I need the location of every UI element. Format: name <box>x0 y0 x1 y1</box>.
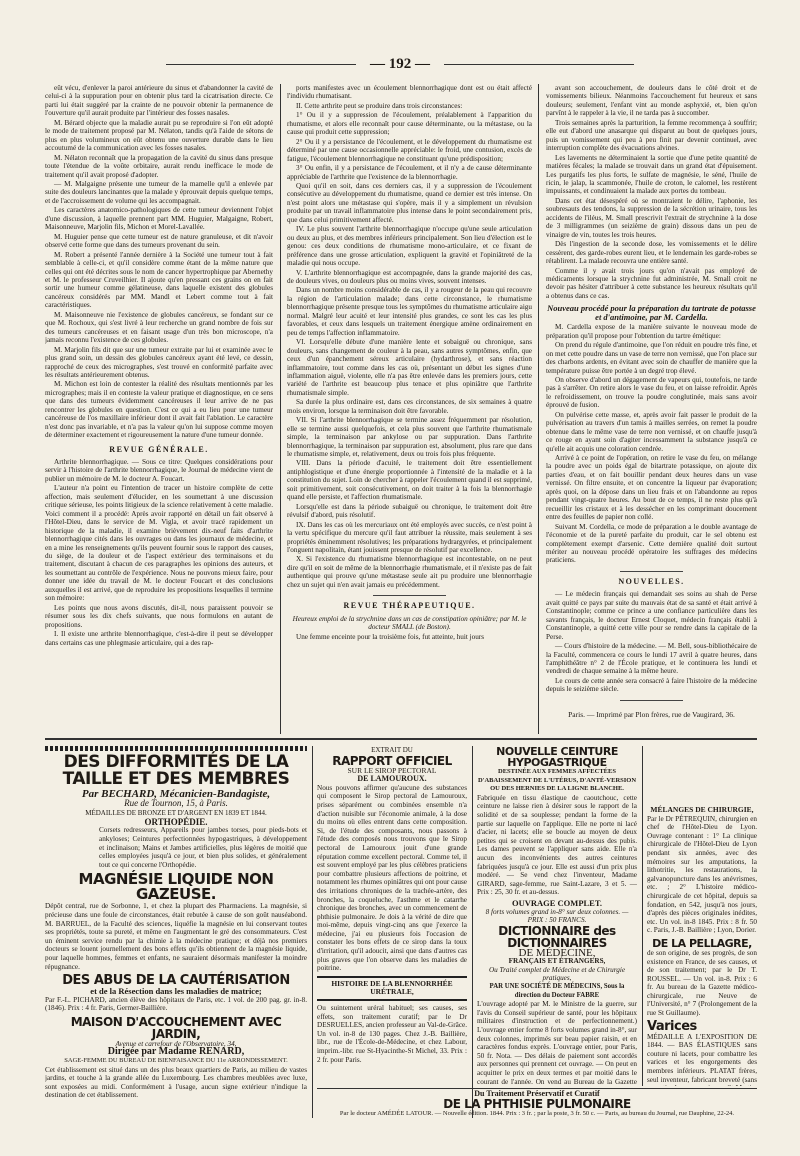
ad-magnesie-title: MAGNÉSIE LIQUIDE NON GAZEUSE. <box>78 870 274 904</box>
col3-procedure <box>546 323 757 565</box>
paragraph: avant son accouchement, de douleurs dans le côté droit et de vomissements bilieux. Néanmoins l'accouchement fut heureux et sans douleurs; seulement, l'enfant vint au monde asphyxié, et, bien qu'on parvînt à le rappeler à la vie, il ne tarda pas à succomber. <box>546 84 757 118</box>
ad-column-1 <box>45 746 307 1118</box>
ad-maison-role: SAGE-FEMME DU BUREAU DE BIENFAISANCE DU 11e ARRONDISSEMENT. <box>64 1057 288 1065</box>
ad-bechard-name: Par BECHARD, Mécanicien-Bandagiste, <box>81 788 271 800</box>
ad-maison-director: Dirigée par Madame RENARD, <box>107 1046 245 1058</box>
ad-dict-francais: FRANÇAIS ET ÉTRANGERS, <box>508 957 606 966</box>
paragraph: 3° Ou enfin, il y a persistance de l'écoulement, et il n'y a de cause déterminante appréciable de l'arthrite que l'existence de la blennorrhagie. <box>287 164 532 181</box>
section-title-revue-therapeutique: REVUE THÉRAPEUTIQUE. <box>343 601 476 611</box>
paragraph: Les lavements ne déterminaient la sortie que d'une petite quantité de matières fécales; la malade se trouvait dans un grand état d'épuisement. Les purgatifs les plus forts, le sulfate de magnésie, le séné, l'huile de ricin, le jalap, la scammonée, l'huile de croton, le calomel, les restèrent impuissants, et condinuaient la malade aux portes du tombeau. <box>546 153 757 196</box>
paragraph: Dans un nombre moins considérable de cas, il y a rougeur de la peau qui recouvre la région de l'articulation malade; dans cette circonstance, le rhumatisme blennorrhagique présente presque tous les symptômes du rhumatisme articulaire aigu normal. Malgré leur acuité et leur intensité plus grandes, ce sont les cas les plus favorables, et ceux dans lesquels un traitement énergique amène ordinairement en peu de temps l'affection inflammatoire. <box>287 286 532 337</box>
paragraph: II. Cette arthrite peut se produire dans trois circonstances: <box>296 101 463 110</box>
paragraph: IX. Dans les cas où les mercuriaux ont été employés avec succès, ce n'est point à la vertu spécifique du mercure qu'il faut attribuer la réussite, mais seulement à ses propriétés éminemment résolutives; les préparations hydrargyrées, et principalement l'onguent napolitain, étant jouissent presque de résolutif par excellence. <box>287 520 532 555</box>
paragraph: V. L'arthrite blennorrhagique est accompagnée, dans la grande majorité des cas, de douleurs vives, ou douleurs plus ou moins vives, souvent intenses. <box>287 268 532 285</box>
paragraph: IV. Le plus souvent l'arthrite blennorrhagique n'occupe qu'une seule articulation ou deux au plus, et des membres inférieurs principalement. Son lieu d'élection est le genou: ces deux conditions de rhumatisme mono-articulaire, et ce fixant de préférence dans une grosse articulation, expliquent la gravité et l'opiniâtreté de la maladie qui nous occupe. <box>287 225 532 268</box>
ad-magnesie-text: Dépôt central, rue de Sorbonne, 1, et chez la plupart des Pharmaciens. La magnésie, si précieuse dans une foule de circonstances, était rebutée à cause de son goût nauséabond. M. BARRUEL, de la Faculté des sciences, liquéfie la magnésie en lui conservant toutes ses propriétés, toute sa pureté, et même en l'augmentant le gré des consommateurs. C'est un éminent service rendu par la chimie à la médecine pratique; et déjà nos premiers docteurs se louent journellement des bons effets qu'ils obtiennent de la magnésie liquide, pour laquelle hommes, femmes et enfants, ne sauraient désormais manifester la moindre répugnance. <box>45 902 307 971</box>
ad-dict-medecine: DE MÉDECINE, <box>518 946 596 959</box>
ad-column-3 <box>477 746 637 1086</box>
paragraph: Quoi qu'il en soit, dans ces derniers cas, il y a suppression de l'écoulement consécutive au développement du rhumatisme, quand ce dernier est très intense. On n'est point alors une métastase qui s'opère, mais il y a simplement un révulsion produite par un travail inflammatoire plus intense dans le point secondairement pris, que dans celui primitivement affecté. <box>287 181 532 224</box>
ad-sirop: SUR LE SIROP PECTORAL <box>347 765 437 775</box>
paragraph: Les points que nous avons discutés, dit-il, nous paraissent pouvoir se résumer sous les dix chefs suivants, que nous formulons en autant de propositions. <box>45 603 273 629</box>
paragraph: ports manifestes avec un écoulement blennorrhagique dont est ou était affecté l'individu rhumatisant. <box>287 84 532 101</box>
paragraph: Comme il y avait trois jours qu'on n'avait pas employé de médicaments lorsque la strychnine fut administrée, M. Small croit ne devoir pas hésiter d'attribuer à cette substance les heureux résultats qu'il a obtenus dans ce cas. <box>546 266 757 300</box>
ad-varices-text: MÉDAILLE A L'EXPOSITION DE 1844. — BAS ÉLASTIQUES sans couture ni lacets, pour combattre les varices et les engorgements des membres inférieurs. PLATAT frères, seul inventeur, fabricant breveté (sans <box>647 1032 757 1084</box>
procedure-title: Nouveau procédé pour la préparation du tartrate de potasse et d'antimoine, par M. Cardella. <box>547 303 756 322</box>
paragraph: Trois semaines après la parturition, la femme recommença à souffrir; elle eut d'abord une anasarque qui disparut au bout de quelques jours, puis un vomissement qui peu à peu finit par devenir continuel, avec interruption complète des évacuations alvines. <box>546 118 757 153</box>
paragraph: On pulvérise cette masse, et, après avoir fait passer le produit de la pulvérisation au travers d'un tamis à mailles serrées, on remet la poudre obtenue dans le même vase de terre non vernissé, et on chauffe jusqu'à ce rouge en ayant soin d'agiter incessamment la substance jusqu'à ce qu'elle ait acquis une coloration cendrée. <box>546 410 757 453</box>
paragraph: M. Michon est loin de contester la réalité des résultats mentionnés par les micrographes; mais il en conteste la valeur pratique et diagnostique, en ce sens que dans des tumeurs évidemment cancéreuses il leur arrive de ne pas rencontrer les globules en question. C'est ce qui a eu lieu pour une tumeur cancéreuse de l'os maxillaire inférieur dont il avait fait l'ablation. Le caractère n'est donc pas invariable, et n'a pas la valeur qu'on lui suppose comme moyen de déterminer exactement et rigoureusement la nature d'une tumeur donnée. <box>45 380 273 440</box>
paragraph: Le cours de cette année sera consacré à faire l'histoire de la médecine depuis le seizième siècle. <box>546 676 757 694</box>
ad-dict-traite: Ou Traité complet de Médecine et de Chirurgie pratiques, <box>488 965 626 983</box>
ad-dict-text: L'ouvrage adopté par M. le Ministre de la guerre, sur l'avis du Conseil supérieur de santé, pour les hôpitaux militaires d'instruction et de perfectionnement.) L'ouvrage entier forme 8 forts volumes grand in-8°, sur deux colonnes, imprimés sur beau papier raisin, et en caractères fondus exprès. L'ouvrage entier, pour Paris, 50 fr. Nota. — Des délais de paiement sont accordés aux personnes qui prennent cet ouvrage. — On peut en acquitter le prix en deux termes et par moitié dans le courant de l'année. On vend au Bureau de la Gazette <box>477 1000 637 1086</box>
ad-divider <box>472 746 473 1118</box>
ad-ceinture-subtitle: DESTINÉE AUX FEMMES AFFECTÉES D'ABAISSEMENT DE L'UTÉRUS, D'ANTÉ-VERSION OU DES HERNIES DE LA LIGNE BLANCHE. <box>477 768 637 793</box>
column-divider <box>280 84 281 734</box>
ad-lamouroux: DE LAMOUROUX. <box>357 774 427 784</box>
ad-divider <box>642 746 643 1086</box>
paragraph: eût vécu, d'enlever la paroi antérieure du sinus et d'abandonner la cavité de celui-ci à la suppuration pour en obtenir plus tard la cicatrisation directe. Ce parti lui était suggéré par la crainte de ne pouvoir obtenir la permanence de l'ouverture qu'il aurait produite par l'intérieur des fosses nasales. <box>45 84 273 118</box>
therapy-last-paragraph: Une femme enceinte pour la troisième fois, fut atteinte, huit jours <box>296 632 485 641</box>
divider <box>620 571 683 572</box>
paragraph: Arthrite blennorrhagique. — Sous ce titre: Quelques considérations pour servir à l'histoire de l'arthrite blennorrhagique, le Journal de médecine vient de publier un mémoire de M. le docteur A. Foucart. <box>45 458 273 483</box>
ad-pellagre-text: de son origine, de ses progrès, de son existence en France, de ses causes, et de son traitement; par le Dr T. ROUSSEL. — Un vol. in-8. Prix : 6 fr. Au bureau de la Gazette médico-chirurgicale, rue Neuve de l'Université, n° 7 (Prolongement de la rue St Guillaume). <box>647 948 757 1018</box>
col1-body <box>45 84 273 440</box>
ad-varices-title: Varices <box>647 1018 697 1034</box>
paragraph: VIII. Dans la période d'acuité, le traitement doit être essentiellement antiphlogistique et d'une énergie proportionnée à l'intensité de la maladie et à la constitution du sujet. Loin de chercher à rappeler l'écoulement quand il est supprimé, soit primitivement, soit consécutivement, on doit traiter à la fois la blennorrhagie quand elle persiste, et l'affection rhumatismale. <box>287 459 532 502</box>
ads-divider <box>45 738 757 740</box>
paragraph: M. Robert a présenté l'année dernière à la Société une tumeur tout à fait semblable à celle-ci, et qu'il considère comme étant de la même nature que celles qui ont été décrites sous le nom de cancer hypertrophique par Abernethy et M. le professeur Cruveilhier. Il ajoute qu'en pressant ces grains on en fait sortir une humeur comme gélatineuse, dans laquelle existent des globules cancéreux considérés par MM. Mandl et Lebert comme tout à fait caractéristiques. <box>45 250 273 310</box>
ad-rapport-title: RAPPORT OFFICIEL <box>332 753 452 768</box>
page-number: — 192 — <box>0 56 800 73</box>
paragraph: M. Bérard objecte que la maladie aurait pu se reproduire si l'on eût adopté le mode de traitement proposé par M. Nélaton, tandis qu'à l'aide de sétons de plus en plus volumineux on eût obtenu une ouverture durable dans le lieu accoutumé de la communication avec les fosses nasales. <box>45 118 273 153</box>
article-column-2 <box>287 84 532 734</box>
article-column-1 <box>45 84 273 734</box>
paragraph: On observe d'abord un dégagement de vapeurs qui, toutefois, ne tarde pas à s'arrêter. On retire alors le vase du feu, et on laisse refroidir. Après le refroidissement, on trouve la poudre conglutinée, mais sans avoir éprouvé de fusion. <box>546 375 757 410</box>
paragraph: Lorsqu'elle est dans la période subaiguë ou chronique, le traitement doit être révulsif d'abord, puis résolutif. <box>287 502 532 520</box>
section-title-revue-generale: REVUE GÉNÉRALE. <box>109 444 209 454</box>
ad-ouvrage: OUVRAGE COMPLET. <box>511 897 603 908</box>
ad-dict-societe: PAR UNE SOCIÉTÉ DE MÉDECINS, Sous la direction du Docteur FABRE <box>489 983 625 999</box>
section-title-nouvelles: NOUVELLES. <box>618 576 685 586</box>
paragraph: Suivant M. Cordella, ce mode de préparation a le double avantage de l'économie et de la pureté parfaite du produit, car le sel obtenu est complètement exempt d'arsenic. Cette dernière qualité doit surtout mériter au nouveau procédé opératoire les suffrages des médecins praticiens. <box>546 522 757 565</box>
paragraph: M. Maisonneuve nie l'existence de globules cancéreux, se fondant sur ce que M. Rochoux, qui s'est livré à leur recherche un grand nombre de fois sur des tumeurs cancéreuses et en faisant usage d'un très bon microscope, n'a jamais reconnu l'existence de ces globules. <box>45 310 273 345</box>
ad-difformites-title: DES DIFFORMITÉS DE LA TAILLE ET DES MEMBRES <box>62 752 290 789</box>
col1-review <box>45 458 273 647</box>
paragraph: X. Si l'existence du rhumatisme blennorrhagique est incontestable, on ne peut dire qu'il en soit de même de la blennorrhagie rhumatismale, et il n'existe pas de fait authentique qui prouve qu'une métastase seule ait pu produire une blennorrhagie chez un sujet qui n'en avait jamais eu précédemment. <box>287 555 532 589</box>
ad-rapport-text: Nous pouvons affirmer qu'aucune des substances qui composent le Sirop pectoral de Lamouroux, prises séparément ou combinées ensemble n'a d'action nuisible sur l'économie animale, à la dose du moins où elles entrent dans cette composition. Si, de l'étude des composants, nous passons à l'étude des composés nous trouvons que le Sirop pectoral de Lamouroux jouit d'une grande réputation comme excellent pectoral. Comme tel, il est souvent employé par les plus célèbres praticiens pour combattre plusieurs affections de poitrine, et notamment les rhumes opiniâtres qui ont pour cause des irritations chroniques de la trachée-artère, des bronches, la coqueluche, l'asthme et le catarrhe chronique des bronches, avec un commencement de phthisie pulmonaire. Je dois à la vérité de dire que moi-même, depuis vingt-cinq ans que j'exerce la médecine, j'ai eu plusieurs fois l'occasion de constater les bons effets de ce sirop dans la toux d'irritation, qu'il adoucit, ainsi que dans d'autres cas plus graves que l'on observe dans les maladies de poitrine. <box>317 783 467 973</box>
ad-melanges-title: MÉLANGES DE CHIRURGIE, <box>650 805 754 814</box>
paragraph: Dès l'ingestion de la seconde dose, les vomissements et le délire cessèrent, des garde-robes eurent lieu, et le lendemain les garde-robes se rétablirent. La malade recouvra une entière santé. <box>546 240 757 266</box>
ad-ortho-text: Corsets redresseurs, Appareils pour jambes torses, pour pieds-bots et ankyloses; Ceintures perfectionnées hypogastriques, à développement et inclinaison; Mains et Jambes artificielles, plus légères de moitié que celles employées jusqu'à ce jour, et bien plus solides, et généralement tout ce qui concerne l'Orthopédie. <box>99 826 307 869</box>
ad-histoire-title: HISTOIRE DE LA BLENNORRHÉE URÉTRALE, <box>317 976 467 1001</box>
ad-ortho-title: ORTHOPÉDIE. <box>144 816 208 827</box>
ad-melanges-text: Par le Dr PÉTREQUIN, chirurgien en chef de l'Hôtel-Dieu de Lyon. Ouvrage contenant : 1° La clinique chirurgicale de l'Hôtel-Dieu de Lyon pendant six années, avec des mémoires sur les amputations, la lithotritie, les restaurations, la galvanopuncture dans les anévrismes, etc. ; 2° L'histoire médico-chirurgicale de cet hôpital, depuis sa fondation, en 542, jusqu'à nos jours, d'après des pièces originales inédites, etc. Un vol. in-8 1845. Prix : 8 fr. 50 c. Paris, J.-B. Baillière ; Lyon, Dorier. <box>647 814 757 935</box>
ad-bechard-address: Rue de Tournon, 15, à Paris. <box>124 797 228 808</box>
divider <box>373 595 447 596</box>
ad-maison-address: Avenue et carrefour de l'Observatoire, 34, <box>115 1039 237 1048</box>
paragraph: 2° Ou il y a persistance de l'écoulement, et le développement du rhumatisme est déterminé par une cause occasionnelle appréciable: le froid, une contusion, excès de fatigue, l'écoulement blennorrhagique ne constituant qu'une prédisposition; <box>287 137 532 163</box>
article-column-3 <box>546 84 757 734</box>
ad-extrait: EXTRAIT DU <box>371 746 413 754</box>
divider <box>620 700 683 701</box>
therapy-article-title: Heureux emploi de la strychnine dans un cas de constipation opiniâtre; par M. le docteur SMALL (de Boston). <box>292 614 527 632</box>
paragraph: On prend du régule d'antimoine, que l'on réduit en poudre très fine, et on met cette poudre dans un vase de terre non vernissé, que l'on place sur des charbons ardents, en évitant avec soin de chauffer de manière que la température puisse être portée à un degré trop élevé. <box>546 341 757 375</box>
ad-pellagre-title: DE LA PELLAGRE, <box>652 936 752 950</box>
paragraph: M. Nélaton reconnaît que la propagation de la cavité du sinus dans presque toute l'étendue de la voûte orbitaire, aurait rendu inefficace le mode de traitement qu'il avait proposé d'adopter. <box>45 153 273 179</box>
col3-body <box>546 84 757 300</box>
ad-phthisie-line1: Du Traitement Préservatif et Curatif <box>474 1089 600 1098</box>
paragraph: Les caractères anatomico-pathologiques de cette tumeur deviennent l'objet d'une discussion, à laquelle prennent part MM. Huguier, Malgaigne, Robert, Maisonneuve, Marjolin fils, Michon et Morel-Lavallée. <box>45 206 273 232</box>
advertisements <box>45 746 757 1118</box>
ad-phthisie-text: Par le docteur AMÉDÉE LATOUR. — Nouvelle édition. 1844. Prix : 3 fr. ; par la poste, 3 fr. 50 c. — Paris, au bureau du Journal, rue Dauphine, 22-24. <box>339 1110 735 1117</box>
printer-line: Paris. — Imprimé par Plon frères, rue de Vaugirard, 36. <box>568 709 735 719</box>
paragraph: VI. Lorsqu'elle débute d'une manière lente et sobaiguë ou chronique, sans douleurs, sans changement de couleur à la peau, sans autres symptômes, enfin, que ceux d'un épanchement séreux articulaire (hydarthrose), et sans réaction inflammatoire, tout comme dans les cas où, présentant un début les signes d'une inflammation aiguë, violente, elle n'a pas être enlevée dans les premiers jours, cette variété de l'arthrite est beaucoup plus tenace et plus opiniâtre que l'arthrite rhumatismale simple. <box>287 338 532 397</box>
ad-phthisie-banner <box>317 1088 757 1118</box>
ad-maison-text: Cet établissement est situé dans un des plus beaux quartiers de Paris, au milieu de vastes jardins, et touche à la grande allée du Luxembourg. Les chambres meublées avec luxe, sont exposées au midi. Conformément à l'usage, aucun signe extérieur n'indique la destination de cet établissement. <box>45 1065 307 1100</box>
paragraph: L'auteur n'a point eu l'intention de tracer un histoire complète de cette affection, mais seulement d'élucider, en les soumettant à une discussion critique sérieuse, les points litigieux de la science relativement à cette maladie. Voici comment il a procédé: Après avoir rapporté en détail un fait observé à l'Hôtel-Dieu, dans le service de M. Vigla, et avoir tracé rapidement un historique de la maladie, il examine brièvement dix-neuf faits d'arthrite blennorrhagique cités dans les ouvrages ou dans les journaux de médecine, et en a mine les renseignements qu'ils peuvent fournir sous le rapport des causes, du siège, de la douleur et de l'aspect extérieur des terminaisons et du traitement, discutant à chacun de ces paragraphes les opinions des auteurs, et les soumettant au contrôle de l'expérience. Nous ne pouvons mieux faire, pour donner une idée du travail de M. le docteur Foucart et des conclusions auxquelles il est arrivé, que de reproduire les propositions lesquelles il termine son mémoire: <box>45 484 273 603</box>
paragraph: VII. Si l'arthrite blennorrhagique se termine assez fréquemment par résolution, elle se termine aussi quelquefois, et cela plus souvent que l'arthrite rhumatismale simple, la terminaison par ankylose ou par suppuration. Dans l'arthrite blennorrhagique, la terminaison par suppuration est, absolument, plus rare que dans le rhumatisme simple, et, relativement, deux ou trois fois plus fréquente. <box>287 416 532 459</box>
paragraph: — Le médecin français qui demandait ses soins au shah de Perse avait quitté ce pays par suite du mauvais état de sa santé et était arrivé à Constantinople; comme ce prince a une confiance particulière dans les savants français, le docteur Ernest Cloquet, médecin français établi à Constantinople, a quitté cette ville pour se rendre dans la capitale de la Perse. <box>546 590 757 641</box>
ad-abus-text: Par F.-L. PICHARD, ancien élève des hôpitaux de Paris, etc. 1 vol. de 200 pag. gr. in-8. (1846). Prix : 4 fr. Paris, Germer-Baillière. <box>45 995 307 1013</box>
paragraph: I. Il existe une arthrite blennorrhagique, c'est-à-dire il peut se développer dans certains cas une phlegmasie articulaire, qui a des rap- <box>45 630 273 647</box>
ad-column-2 <box>317 746 467 1118</box>
paragraph: M. Huguier pense que cette tumeur est de nature granuleuse, et dit n'avoir observé cette forme que dans des tumeurs provenant du sein. <box>45 232 273 250</box>
ad-phthisie-title: DE LA PHTHISIE PULMONAIRE <box>443 1097 631 1111</box>
paragraph: — Cours d'histoire de la médecine. — M. Bell, sous-bibliothécaire de la Faculté, commencera ce cours le lundi 17 avril à quatre heures, dans l'amphithéâtre n° 2 de l'École pratique, et le continuera les lundi et vendredi de chaque semaine à la même heure. <box>546 642 757 676</box>
paragraph: Dans cet état désespéré où se montraient le délire, l'aphonie, les soubresauts des tendons, la suppression de la sécrétion urinaire, tous les accidents de l'iléus, M. Small prescrivit l'extrait de strychnine à la dose de 3 milligrammes (un seizième de grain) dissous dans un peu de vinaigre de vin, toutes les trois heures. <box>546 196 757 239</box>
paragraph: Arrivé à ce point de l'opération, on retire le vase du feu, on mélange la poudre avec un poids égal de bitartrate potassique, on ajoute dix parties d'eau, et on fait bouillir pendant deux heures dans un vase vernissé. On filtre ensuite, et on concentre la liqueur par évaporation; après quoi, on la dépose dans un lieu frais et on l'abandonne au repos pendant vingt-quatre heures. Au bout de ce temps, il ne reste plus qu'à recueillir les cristaux et à les dessécher en les comprimant doucement entre des feuilles de papier non collé. <box>546 454 757 522</box>
paragraph: M. Marjolin fils dit que sur une tumeur extraite par lui et examinée avec le plus grand soin, un dessin des globules cancéreux ayant été levé, ce dessin, rapproché de ceux des micrographes, s'est trouvé en conformité parfaite avec les résultats antérieurement obtenus. <box>45 345 273 379</box>
ad-dictionnaire-title: DICTIONNAIRE des DICTIONNAIRES <box>498 923 616 950</box>
col2-body <box>287 84 532 589</box>
ad-column-4 <box>647 746 757 1086</box>
paragraph: — M. Malgaigne présente une tumeur de la mamelle qu'il a enlevée par suite des douleurs lancinantes que la malade y éprouvait depuis quelque temps, et de l'accroissement de volume qui les accompagnait. <box>45 179 273 205</box>
ad-divider <box>312 746 313 1118</box>
column-divider <box>538 84 539 734</box>
ad-histoire-text: Ou suintement uréral habituel; ses causes, ses effets, son traitement curatif; par le Dr DESRUELLES, ancien professeur au Val-de-Grâce. Un vol. in-8 de 130 pages. Chez J.-B. Baillière, libr., rue de l'École-de-Médecine, et chez Labour, imprim.-libr. rue St-Hyacinthe-St Michel, 33. Prix : 2 fr. pour Paris. <box>317 1004 467 1064</box>
ad-abus-title: DES ABUS DE LA CAUTÉRISATION <box>62 973 290 989</box>
ad-medals: MÉDAILLES DE BRONZE ET D'ARGENT EN 1839 ET 1844. <box>85 809 267 818</box>
ad-abus-subtitle: et de la Résection dans les maladies de matrice; <box>90 986 262 997</box>
decorative-band <box>45 746 307 751</box>
paragraph: Sa durée la plus ordinaire est, dans ces circonstances, de six semaines à quatre mois environ, lorsque la terminaison doit être favorable. <box>287 398 532 415</box>
ad-ouvrage-volumes: 8 forts volumes grand in-8° sur deux colonnes. — PRIX : 50 FRANCS. <box>485 907 629 925</box>
paragraph: M. Cardella expose de la manière suivante le nouveau mode de préparation qu'il propose pour l'obtention du tartre émétique: <box>546 323 757 340</box>
col3-news <box>546 590 757 693</box>
ad-maison-title: MAISON D'ACCOUCHEMENT AVEC JARDIN, <box>70 1014 282 1041</box>
ad-ceinture-title: NOUVELLE CEINTURE HYPOGASTRIQUE <box>496 746 618 769</box>
ad-ceinture-text: Fabriquée en tissu élastique de caoutchouc, cette ceinture ne laisse rien à désirer sous le rapport de la solidité et de sa souplesse; pendant la forme de la partie sur laquelle on l'applique. Elle ne porte ni lacé d'acier, ni lacets; elle se boucle au moyen de deux petites qui se croisent en devant au-dessus des pubis. Les dames peuvent se l'appliquer sans aide. Elle n'a aucun des inconvénients des autres ceintures fabriquées jusqu'à ce jour. Elle est aussi d'un prix plus modéré. — Se vend chez l'inventeur, Madame GIRARD, sage-femme, rue Saint-Lazare, 3 et 5. — Prix : 25, 30 fr. et au-dessus. <box>477 793 637 897</box>
paragraph: 1° Ou il y a suppression de l'écoulement, préalablement à l'apparition du rhumatisme, et alors elle reconnaît pour cause déterminante, ou la métastase, ou la cause qui produit cette suppression; <box>287 111 532 137</box>
